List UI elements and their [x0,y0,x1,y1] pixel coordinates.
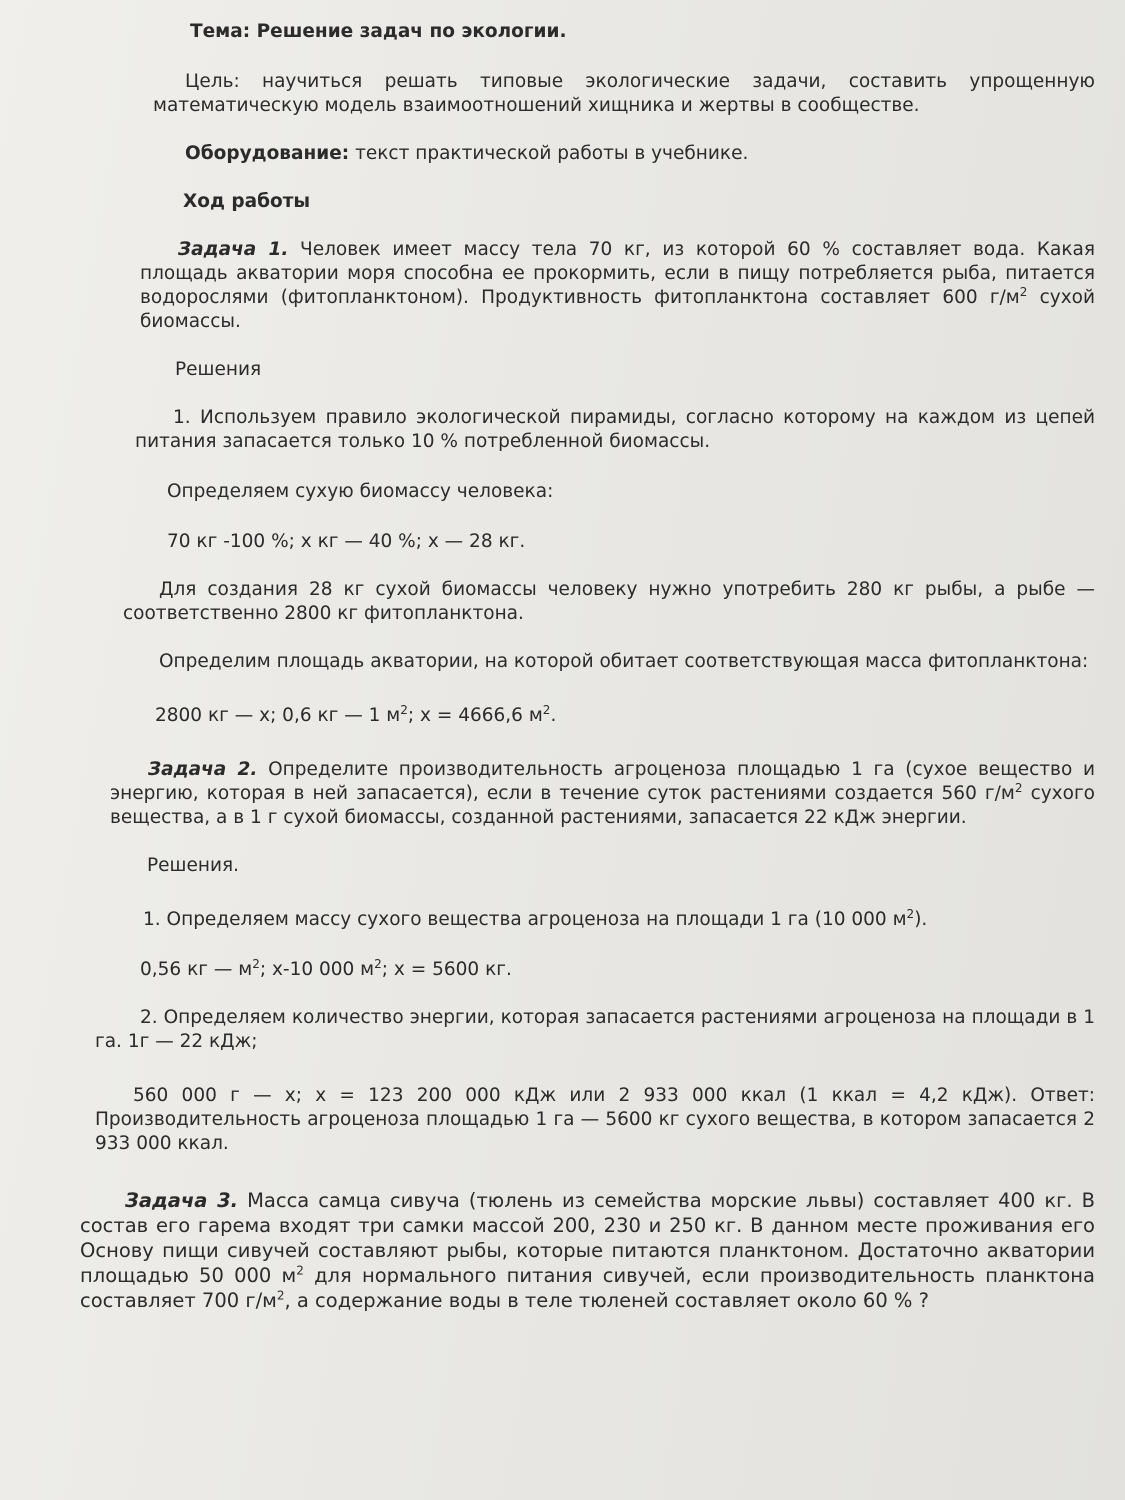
task2-label: Задача 2. [148,759,258,780]
area-calc-part-c: . [550,705,557,726]
task1-solutions-heading: Решения [175,359,262,380]
task1-area-def [95,650,1095,674]
area-calc-part-b: ; х = 4666,6 м [407,705,543,726]
area-calc-sup2: 2 [542,702,551,717]
task3-statement [80,1188,1095,1313]
task1-area-def-text: Определим площадь акватории, на которой обитает соответствующая масса фитопланктона: [159,651,1089,672]
task3-label: Задача 3. [125,1189,239,1212]
task1-dry-mass: Определяем сухую биомассу человека: [167,481,554,502]
task3-sup2: 2 [276,1288,285,1303]
task2-solutions-heading: Решения. [147,855,239,876]
task1-statement [95,238,1095,334]
goal-paragraph [95,70,1095,118]
task2-calc1-c: ; х = 5600 кг. [381,959,512,980]
task1-area-calc [95,704,1095,728]
area-calc-sup1: 2 [400,702,408,717]
task2-answer-text: 560 000 г — х; х = 123 200 000 кДж или 2 933 000 ккал (1 ккал = 4,2 кДж). Ответ: Производительность агроценоза площадью 1 га — 5600 кг сухого вещества, в котором запасается 2 933 000 ккал. [95,1085,1095,1154]
task2-calc1 [95,958,1095,982]
task3-text-b: для нормального питания сивучей, если производительность планктона составляет 700 г/м [80,1264,1095,1312]
progress-heading: Ход работы [183,191,311,212]
task2-sup: 2 [1014,780,1023,795]
task2-calc1-b: ; х-10 000 м [259,959,375,980]
task1-proportion: 70 кг -100 %; х кг — 40 %; х — 28 кг. [167,531,526,552]
equipment-text: текст практической работы в учебнике. [349,143,749,164]
task2-step2 [95,1006,1095,1054]
task1-text: Человек имеет массу тела 70 кг, из которой 60 % составляет вода. Какая площадь акватории моря способна ее прокормить, если в пищу потребляется рыба, питается водорослями (фитопланктоном). Продуктивность фитопланктона составляет 600 г/м [140,239,1096,308]
task2-step1-a: 1. Определяем массу сухого вещества агроценоза на площади 1 га (10 000 м [143,909,907,930]
task3-text-c: , а содержание воды в теле тюленей составляет около 60 % ? [284,1289,930,1312]
task1-step1-text: 1. Используем правило экологической пирамиды, согласно которому на каждом из цепей питания запасается только 10 % потребленной биомассы. [135,407,1095,452]
task3-sup1: 2 [296,1263,304,1278]
page-title: Тема: Решение задач по экологии. [190,21,567,42]
task2-step2-text: 2. Определяем количество энергии, которая запасается растениями агроценоза на площади в 1 га. 1г — 22 кДж; [95,1007,1095,1052]
task1-biomass-need [95,578,1095,626]
task2-calc1-sup1: 2 [252,956,260,971]
task1-step1 [95,406,1095,454]
task2-answer [95,1084,1095,1156]
task1-tail: сухой биомассы. [140,287,1095,332]
task1-biomass-need-text: Для создания 28 кг сухой биомассы человеку нужно употребить 280 кг рыбы, а рыбе — соответственно 2800 кг фитопланктона. [123,579,1095,624]
task2-text-a: Определите производительность агроценоза площадью 1 га (сухое вещество и энергию, которая в ней запасается), если в течение суток растениями создается 560 г/м [110,759,1095,804]
area-calc-part-a: 2800 кг — х; 0,6 кг — 1 м [155,705,401,726]
task2-calc1-a: 0,56 кг — м [140,959,253,980]
task3-text-a: Масса самца сивуча (тюлень из семейства морские львы) составляет 400 кг. В состав его гарема входят три самки массой 200, 230 и 250 кг. В данном месте проживания его Основу пищи сивучей составляют рыбы, которые питаются планктоном. Достаточно акватории площадью 50 000 м [80,1189,1095,1287]
task2-step1 [95,908,1095,932]
task2-calc1-sup2: 2 [374,956,382,971]
equipment-label: Оборудование: [185,143,350,164]
task2-text-b: сухого вещества, а в 1 г сухой биомассы, созданной растениями, запасается 22 кДж энергии. [110,783,1095,828]
task2-statement [95,758,1095,830]
equipment-line [95,142,1095,166]
task1-sup: 2 [1019,284,1028,299]
task2-step1-sup: 2 [906,906,915,921]
task1-label: Задача 1. [178,239,289,260]
goal-text: Цель: научиться решать типовые экологические задачи, составить упрощенную математическую модель взаимоотношений хищника и жертвы в сообществе. [153,71,1095,116]
task2-step1-b: ). [914,909,928,930]
